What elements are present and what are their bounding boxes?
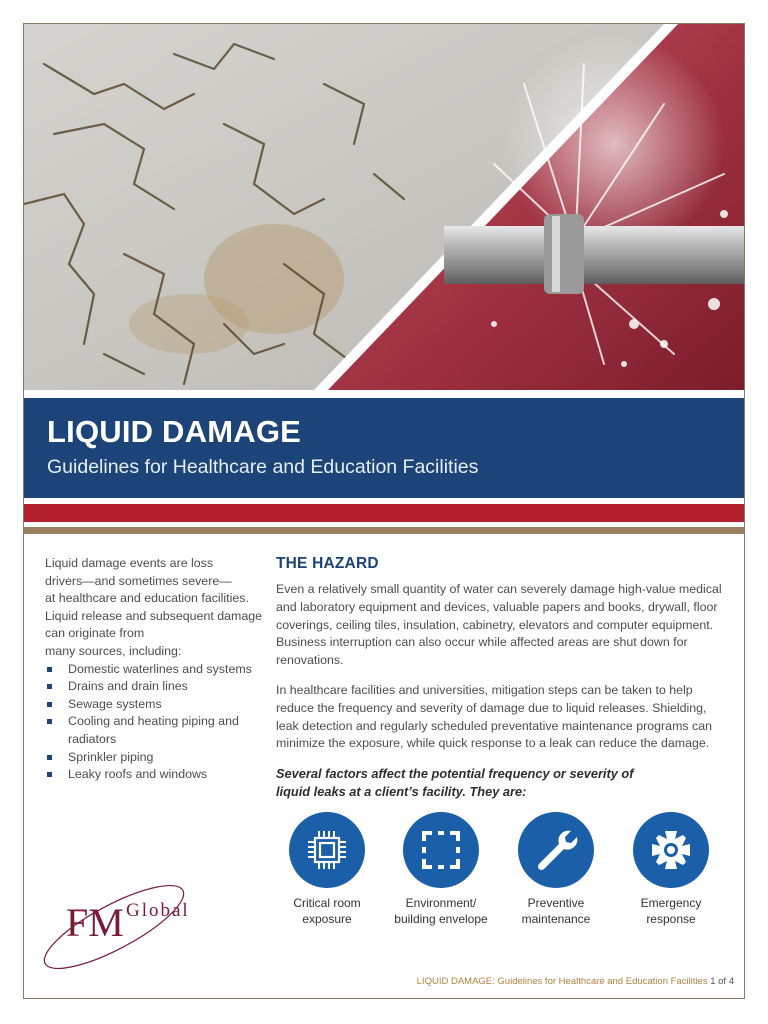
factor-label: Critical room exposure [293,896,361,926]
factors-row [276,812,736,932]
hero-image [24,24,744,390]
factor-emergency [616,812,726,927]
factor-critical-room [272,812,382,927]
tan-stripe [24,527,744,534]
frame-icon [403,812,479,888]
factor-label: Emergency response [640,896,702,926]
list-item: Leaky roofs and windows [45,766,265,784]
intro-line: Liquid release and subsequent damage [45,608,262,623]
svg-text:Global: Global [126,900,190,921]
intro-text [45,555,265,661]
hazard-heading: THE HAZARD [276,555,379,572]
list-item: Sewage systems [45,696,265,714]
intro-line: many sources, including: [45,643,182,658]
red-stripe [24,504,744,522]
hero-separator [24,390,744,398]
hazard-paragraph-1: Even a relatively small quantity of water can severely damage high-value medical and laboratory equipment and devices, valuable papers and books, drywall, floor coverings, ceiling tiles, insulation, cabinetry, elevators and computer equipment. Business interruption can also occur while affected areas are shut down for renovations. [276,582,722,668]
page-subtitle: Guidelines for Healthcare and Education Facilities [47,456,479,478]
factor-environment [386,812,496,927]
page-footer [417,976,734,987]
intro-line: Liquid damage events are loss [45,556,214,570]
fm-global-logo [40,872,200,982]
factor-preventive [501,812,611,927]
title-banner [24,398,744,498]
factors-intro: Several factors affect the potential frequency or severity of liquid leaks at a client’s facility. They are: [276,766,634,800]
wrench-icon [518,812,594,888]
list-item: Cooling and heating piping and radiators [45,713,245,748]
factor-label: Environment/ building envelope [394,896,488,926]
page-title: LIQUID DAMAGE [47,414,302,449]
sources-list [45,661,265,784]
hero-illustration [24,24,744,390]
fire-badge-icon [633,812,709,888]
intro-line: drivers—and sometimes severe— [45,573,232,588]
page-number: 1 of 4 [710,976,734,987]
list-item: Domestic waterlines and systems [45,661,265,679]
hazard-section [276,555,728,801]
hazard-paragraph-2: In healthcare facilities and universities, mitigation steps can be taken to help reduce the frequency and severity of damage due to liquid releases. Shielding, leak detection and regularly scheduled preventative maintenance programs can minimize the exposure, while quick response to a leak can reduce the damage. [276,682,713,751]
intro-line: at healthcare and education facilities. [45,591,249,606]
list-item: Drains and drain lines [45,678,265,696]
factor-label: Preventive maintenance [521,896,591,926]
intro-column [45,555,265,784]
list-item: Sprinkler piping [45,749,265,767]
intro-line: can originate from [45,626,145,641]
footer-title: LIQUID DAMAGE: Guidelines for Healthcare and Education Facilities [416,976,708,987]
svg-text:FM: FM [66,900,124,945]
chip-icon [289,812,365,888]
